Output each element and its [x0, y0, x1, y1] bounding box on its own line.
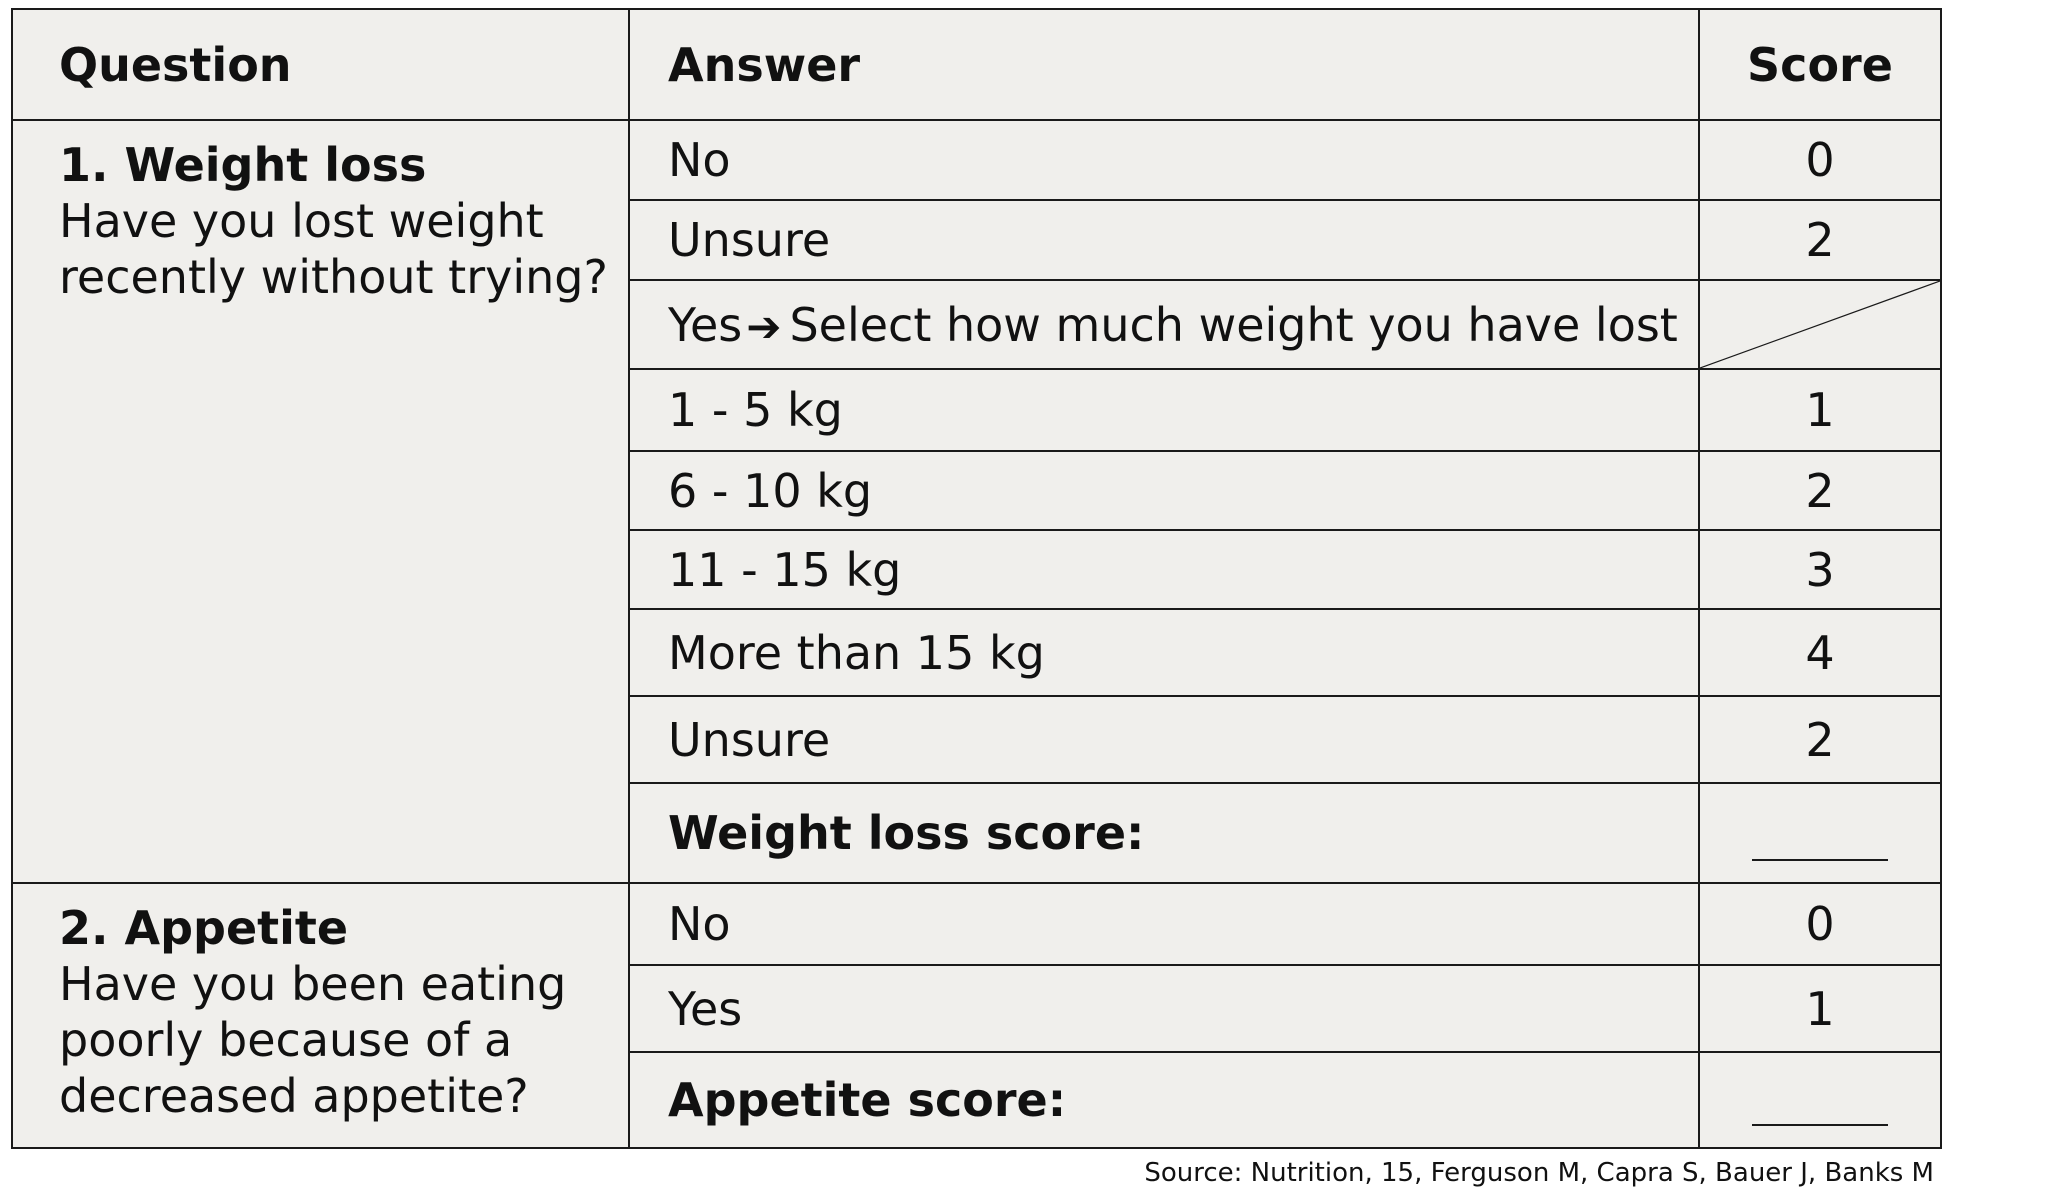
answer-cell: Unsure	[629, 696, 1699, 783]
arrow-right-icon: ➔	[746, 301, 782, 351]
answer-yes-label: Yes	[668, 297, 743, 352]
answer-cell: 11 - 15 kg	[629, 530, 1699, 609]
score-cell: 0	[1699, 120, 1941, 200]
score-cell: 2	[1699, 696, 1941, 783]
answer-cell: No	[629, 120, 1699, 200]
header-score: Score	[1699, 9, 1941, 120]
question-1-cell	[12, 120, 629, 883]
question-2-cell	[12, 883, 629, 1148]
score-cell: 4	[1699, 609, 1941, 696]
answer-yes-instruction: Select how much weight you have lost	[789, 297, 1678, 352]
score-cell: 2	[1699, 200, 1941, 280]
header-answer: Answer	[629, 9, 1699, 120]
score-cell: 1	[1699, 369, 1941, 451]
blank-line	[1752, 1123, 1888, 1126]
appetite-score-field	[1699, 1052, 1941, 1148]
answer-cell: No	[629, 883, 1699, 965]
score-cell: 2	[1699, 451, 1941, 530]
score-cell: 1	[1699, 965, 1941, 1052]
weight-loss-score-label: Weight loss score:	[629, 783, 1699, 883]
answer-cell: 6 - 10 kg	[629, 451, 1699, 530]
answer-cell: 1 - 5 kg	[629, 369, 1699, 451]
score-cell: 0	[1699, 883, 1941, 965]
score-cell-not-applicable	[1699, 280, 1941, 369]
question-1-text: Have you lost weight recently without trying?	[59, 194, 608, 304]
answer-cell: Unsure	[629, 200, 1699, 280]
screening-table-container	[11, 8, 1940, 1147]
blank-line	[1752, 858, 1888, 861]
score-cell: 3	[1699, 530, 1941, 609]
question-1-title: 1. Weight loss	[59, 138, 427, 192]
answer-cell-yes	[629, 280, 1699, 369]
appetite-score-label: Appetite score:	[629, 1052, 1699, 1148]
question-2-text: Have you been eating poorly because of a decreased appetite?	[59, 957, 567, 1123]
weight-loss-score-field	[1699, 783, 1941, 883]
source-citation: Source: Nutrition, 15, Ferguson M, Capra S, Bauer J, Banks M	[1144, 1158, 1934, 1188]
diagonal-strike-icon	[1700, 281, 1940, 368]
table-row	[12, 883, 1941, 965]
answer-cell: Yes	[629, 965, 1699, 1052]
table-row	[12, 120, 1941, 200]
screening-table	[11, 8, 1942, 1149]
header-row	[12, 9, 1941, 120]
answer-cell: More than 15 kg	[629, 609, 1699, 696]
question-2-title: 2. Appetite	[59, 901, 349, 955]
header-question: Question	[12, 9, 629, 120]
